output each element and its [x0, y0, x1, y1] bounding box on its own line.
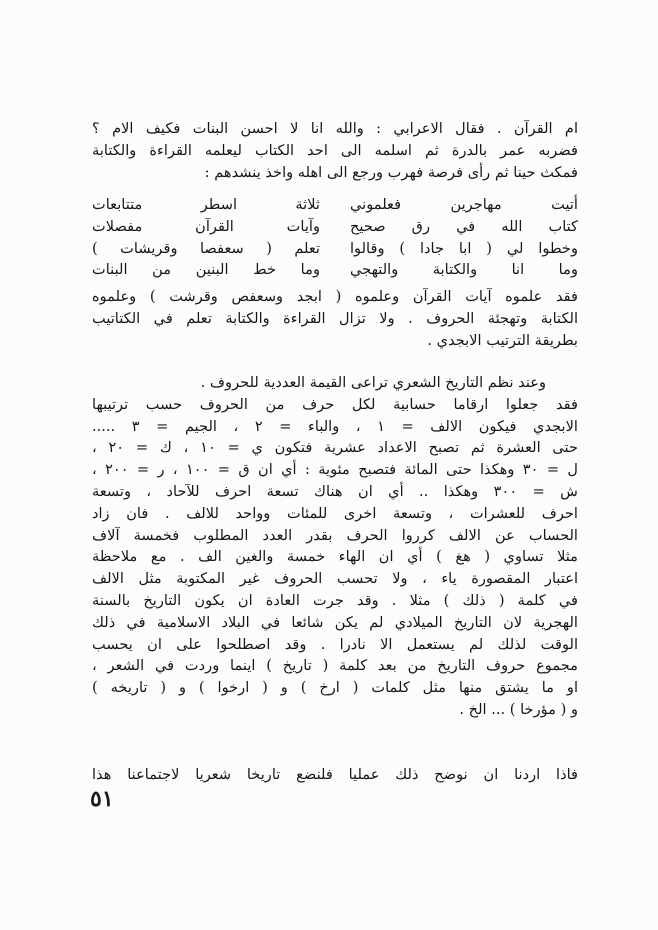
- text-line: الكتابة وتهجئة الحروف . ولا تزال القراءة والكتابة تعلم في الكتاتيب: [92, 309, 578, 327]
- text-line: اعتبار المقصورة ياء ، ولا تحسب الحروف غير المكتوبة مثل الالف: [92, 570, 578, 588]
- poem-second-hemistich: وما خط البنين من البنات: [92, 261, 320, 279]
- poem-verse: [92, 238, 578, 260]
- poem-second-hemistich: ثلاثة اسطر متتابعات: [92, 196, 320, 213]
- text-line: و ( مؤرخا ) ... الخ .: [459, 700, 578, 718]
- text-line: في كلمة ( ذلك ) مثلا . وقد جرت العادة ان يكون التاريخ بالسنة: [92, 591, 578, 609]
- paragraph-2: [92, 286, 578, 351]
- text-line: فقد جعلوا ارقاما حسابية لكل حرف من الحروف حسب ترتيبها: [92, 395, 578, 413]
- paragraph-4: [92, 764, 578, 786]
- poem-first-hemistich: كتاب الله في رق صحيح: [350, 217, 578, 235]
- text-line: الحساب عن الالف كرروا الحرف بقدر العدد المطلوب فخمسة آلاف: [92, 526, 578, 544]
- poem-first-hemistich: وخطوا لي ( ابا جادا ) وقالوا: [350, 239, 578, 257]
- poem-second-hemistich: تعلم ( سعفصا وقريشات ): [92, 239, 320, 257]
- text-line: الابجدي فيكون الالف = ١ ، والباء = ٢ ، الجيم = ٣ .....: [92, 417, 578, 435]
- poem: [92, 194, 578, 281]
- text-line: فقد علموه آيات القرآن وعلموه ( ابجد وسعفص وقرشت ) وعلموه: [92, 288, 578, 305]
- text-line: احرف للعشرات ، وتسعة اخرى للمئات وواحد للالف . فان زاد: [92, 504, 578, 522]
- text-line: الهجرية لان التاريخ الميلادي لم يكن شائعا في البلاد الاسلامية في ذلك: [92, 613, 578, 631]
- text-line: فضربه عمر بالدرة ثم اسلمه الى احد الكتاب ليعلمه القراءة والكتابة: [92, 141, 578, 159]
- page-number: ٥١: [90, 786, 114, 812]
- text-line: او ما يشتق منها مثل كلمات ( ارخ ) و ( ارخوا ) و ( تاريخه ): [92, 679, 578, 697]
- text-line: ش = ٣٠٠ وهكذا .. أي ان هناك تسعة احرف للآحاد ، وتسعة: [92, 482, 578, 500]
- poem-verse: [92, 194, 578, 216]
- poem-second-hemistich: وآيات القرآن مفصلات: [92, 217, 320, 235]
- text-line: مثلا تساوي ( هغ ) أي ان الهاء خمسة والغين الف . مع ملاحظة: [92, 548, 578, 566]
- poem-first-hemistich: أتيت مهاجرين فعلموني: [350, 196, 578, 213]
- text-line: ام القرآن . فقال الاعرابي : والله انا لا احسن البنات فكيف الام ؟: [92, 120, 578, 137]
- poem-verse: [92, 259, 578, 281]
- text-line: مجموع حروف التاريخ من بعد كلمة ( تاريخ ) اينما وردت في الشعر ،: [92, 657, 578, 675]
- text-line: حتى العشرة ثم تصبح الاعداد عشرية فتكون ي = ١٠ ، ك = ٢٠ ،: [92, 439, 578, 457]
- paragraph-3: [92, 372, 578, 721]
- poem-verse: [92, 216, 578, 238]
- paragraph-1: [92, 118, 578, 183]
- text-line: فمكث حينا ثم رأى فرصة فهرب ورجع الى اهله واخذ ينشدهم :: [204, 163, 578, 181]
- text-line: فاذا اردنا ان نوضح ذلك عمليا فلنضع تاريخا شعريا لاجتماعنا هذا: [92, 766, 578, 783]
- text-line: بطريقة الترتيب الابجدي .: [427, 331, 578, 349]
- poem-first-hemistich: وما انا والكتابة والتهجي: [350, 261, 578, 279]
- text-line: الوقت لذلك لم يستعمل الا نادرا . وقد اصطلحوا على ان يحسب: [92, 635, 578, 653]
- text-line: ل = ٣٠ وهكذا حتى المائة فتصبح مئوية : أي ان ق = ١٠٠ ، ر = ٢٠٠ ،: [92, 461, 578, 479]
- text-line: وعند نظم التاريخ الشعري تراعى القيمة العددية للحروف .: [200, 374, 546, 391]
